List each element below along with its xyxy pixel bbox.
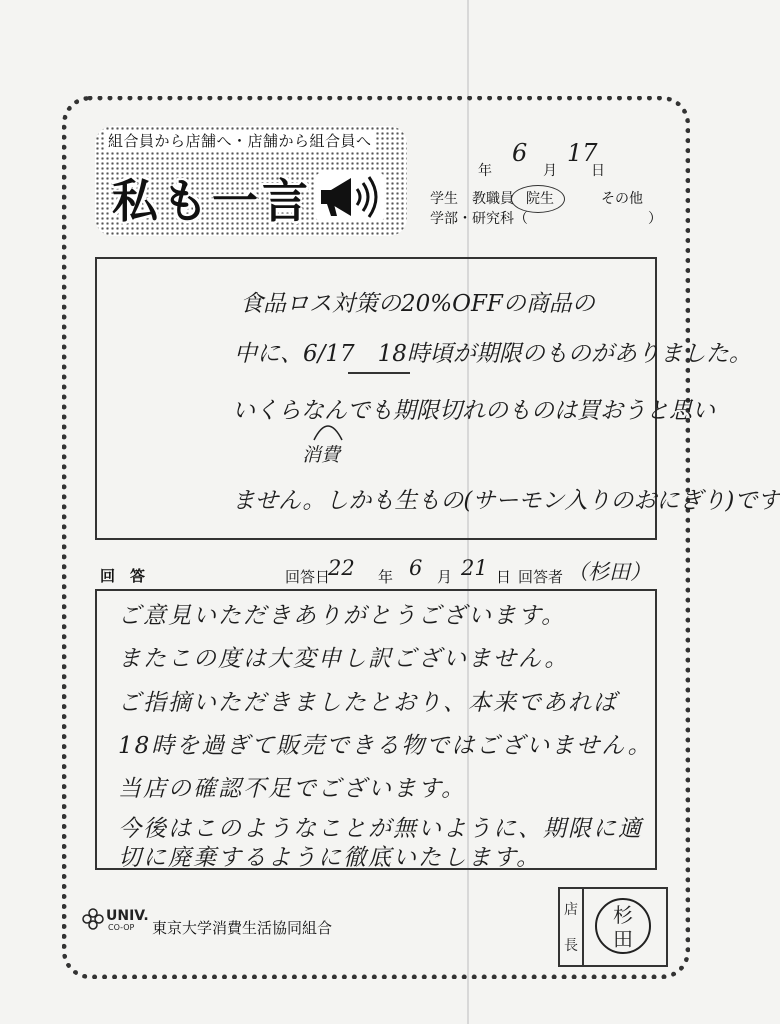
manager-label-cell xyxy=(558,887,584,967)
seal-char-2: 田 xyxy=(613,927,633,951)
comment-line-4: ません。しかも生もの(サーモン入りのおにぎり)です xyxy=(232,488,780,514)
answer-line-1: ご意見いただきありがとうございます。 xyxy=(118,603,567,629)
answer-line-6: 今後はこのようなことが無いように、期限に適 xyxy=(118,816,643,842)
comment-line-1: 食品ロス対策の20%OFFの商品の xyxy=(240,291,595,317)
manager-label-2: 長 xyxy=(564,938,578,954)
manager-label-1: 店 xyxy=(564,902,578,918)
footer-org-name: 東京大学消費生活協同組合 xyxy=(152,919,333,937)
insertion-mark xyxy=(312,418,344,442)
faculty-label: 学部・研究科（ xyxy=(430,211,528,227)
answer-line-4: 18時を過ぎて販売できる物ではございません。 xyxy=(118,733,653,759)
seal-char-1: 杉 xyxy=(613,903,633,927)
answer-month-value: 6 xyxy=(409,556,423,580)
comment-line-3: いくらなんでも期限切れのものは買おうと思い xyxy=(232,398,715,424)
category-student: 学生 xyxy=(430,191,458,207)
header-title: 私も一言 xyxy=(112,174,312,228)
answer-line-2: またこの度は大変申し訳ございません。 xyxy=(118,646,570,672)
respondent-name: （杉田） xyxy=(567,560,651,584)
answer-day-label: 日 xyxy=(496,568,512,586)
category-staff: 教職員 xyxy=(472,191,514,207)
faculty-close: ） xyxy=(648,211,662,227)
manager-seal xyxy=(595,898,651,954)
logo-main-text: UNIV. xyxy=(106,908,149,924)
answer-date-label: 回答日 xyxy=(285,568,331,586)
comment-insertion: 消費 xyxy=(302,444,341,466)
logo-sub-text: CO-OP xyxy=(108,923,135,932)
header-subtitle: 組合員から店舗へ・店舗から組合員へ xyxy=(104,130,376,151)
coop-flower-icon xyxy=(82,908,104,930)
answer-month-label: 月 xyxy=(437,568,453,586)
comment-line-2: 中に、6/17 18時頃が期限のものがありました。 xyxy=(234,341,752,367)
answer-line-3: ご指摘いただきましたとおり、本来であれば xyxy=(118,690,618,716)
month-label: 月 xyxy=(543,163,557,179)
month-value: 6 xyxy=(512,139,528,167)
answer-day-value: 21 xyxy=(461,556,488,580)
category-grad-student: 院生 xyxy=(526,191,554,207)
day-label: 日 xyxy=(591,163,605,179)
year-label: 年 xyxy=(478,163,492,179)
category-other: その他 xyxy=(601,191,643,207)
answer-year-label: 年 xyxy=(378,568,394,586)
comment-underline xyxy=(348,372,410,374)
respondent-label: 回答者 xyxy=(518,568,564,586)
answer-label: 回 答 xyxy=(100,567,146,585)
answer-line-5: 当店の確認不足でございます。 xyxy=(118,776,467,802)
answer-year-value: 22 xyxy=(328,556,355,580)
megaphone-icon xyxy=(315,172,385,222)
answer-line-7: 切に廃棄するように徹底いたします。 xyxy=(118,845,542,871)
day-value: 17 xyxy=(567,139,598,167)
